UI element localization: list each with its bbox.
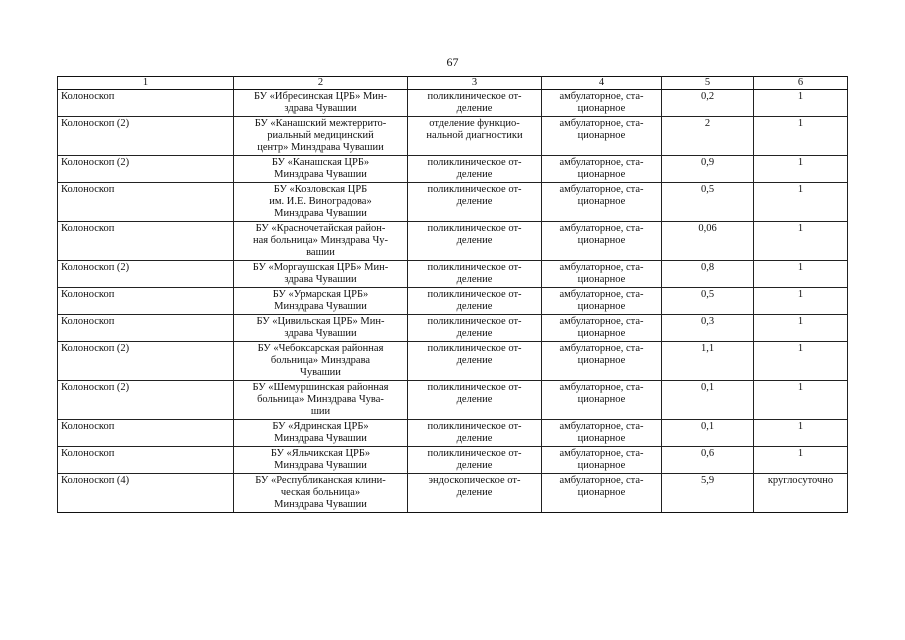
table-cell-col-6	[754, 420, 848, 447]
cell-text: Колоноскоп	[61, 316, 115, 327]
table-cell-col-6	[754, 474, 848, 513]
table-cell-col-2	[234, 117, 408, 156]
cell-text: Колоноскоп	[61, 289, 115, 300]
equipment-table	[57, 76, 848, 513]
cell-text: амбулаторное, ста- ционарное	[559, 343, 644, 366]
table-row	[58, 474, 848, 513]
cell-text: БУ «Красночетайская район- ная больница» Минздрава Чу- вашии	[252, 223, 389, 258]
cell-text: Колоноскоп (2)	[61, 343, 130, 354]
cell-text: 1	[797, 421, 804, 432]
table-cell-col-4	[542, 288, 662, 315]
cell-text: 5,9	[700, 475, 715, 486]
table-cell-col-1	[58, 447, 234, 474]
cell-text: амбулаторное, ста- ционарное	[559, 448, 644, 471]
table-cell-col-5	[662, 342, 754, 381]
table-cell-col-2	[234, 474, 408, 513]
table-cell-col-5	[662, 183, 754, 222]
table-cell-col-2	[234, 447, 408, 474]
table-cell-col-6	[754, 381, 848, 420]
cell-text: 0,06	[698, 223, 717, 234]
cell-text: поликлиническое от- деление	[427, 91, 522, 114]
table-cell-col-6	[754, 447, 848, 474]
table-cell-col-5	[662, 420, 754, 447]
table-cell-col-5	[662, 474, 754, 513]
table-cell-col-4	[542, 183, 662, 222]
cell-text: 0,1	[700, 382, 715, 393]
table-cell-col-3	[408, 183, 542, 222]
table-cell-col-6	[754, 261, 848, 288]
cell-text: Колоноскоп	[61, 448, 115, 459]
cell-text: амбулаторное, ста- ционарное	[559, 421, 644, 444]
cell-text: поликлиническое от- деление	[427, 343, 522, 366]
cell-text: 1,1	[700, 343, 715, 354]
cell-text: отделение функцио- нальной диагностики	[426, 118, 523, 141]
table-row	[58, 183, 848, 222]
table-cell-col-2	[234, 90, 408, 117]
table-cell-col-4	[542, 222, 662, 261]
table-cell-col-1	[58, 381, 234, 420]
cell-text: поликлиническое от- деление	[427, 184, 522, 207]
cell-text: Колоноскоп	[61, 421, 115, 432]
cell-text: БУ «Чебоксарская районная больница» Минздрава Чувашии	[257, 343, 384, 378]
header-row	[58, 77, 848, 90]
table-cell-col-3	[408, 156, 542, 183]
cell-text: Колоноскоп (2)	[61, 118, 130, 129]
table-cell-col-2	[234, 183, 408, 222]
column-header-6: 6	[754, 77, 848, 90]
cell-text: Колоноскоп (2)	[61, 382, 130, 393]
table-cell-col-2	[234, 261, 408, 288]
cell-text: амбулаторное, ста- ционарное	[559, 118, 644, 141]
column-header-2: 2	[234, 77, 408, 90]
table-cell-col-4	[542, 420, 662, 447]
cell-text: 1	[797, 262, 804, 273]
cell-text: поликлиническое от- деление	[427, 448, 522, 471]
table-cell-col-5	[662, 288, 754, 315]
table-row	[58, 288, 848, 315]
cell-text: эндоскопическое от- деление	[428, 475, 521, 498]
cell-text: 1	[797, 343, 804, 354]
table-cell-col-4	[542, 117, 662, 156]
table-cell-col-6	[754, 183, 848, 222]
cell-text: Колоноскоп	[61, 223, 115, 234]
table-row	[58, 117, 848, 156]
table-cell-col-1	[58, 90, 234, 117]
table-cell-col-5	[662, 315, 754, 342]
table-cell-col-2	[234, 222, 408, 261]
table-cell-col-3	[408, 420, 542, 447]
table-cell-col-3	[408, 447, 542, 474]
table-cell-col-2	[234, 315, 408, 342]
table-cell-col-5	[662, 156, 754, 183]
table-cell-col-4	[542, 156, 662, 183]
table-cell-col-1	[58, 156, 234, 183]
table-cell-col-3	[408, 90, 542, 117]
table-cell-col-5	[662, 222, 754, 261]
cell-text: 1	[797, 448, 804, 459]
cell-text: амбулаторное, ста- ционарное	[559, 475, 644, 498]
table-cell-col-3	[408, 222, 542, 261]
table-cell-col-2	[234, 420, 408, 447]
table-row	[58, 447, 848, 474]
table-cell-col-4	[542, 474, 662, 513]
cell-text: поликлиническое от- деление	[427, 223, 522, 246]
table-cell-col-1	[58, 183, 234, 222]
cell-text: 1	[797, 118, 804, 129]
cell-text: БУ «Канашская ЦРБ» Минздрава Чувашии	[271, 157, 370, 180]
table-cell-col-3	[408, 117, 542, 156]
table-cell-col-1	[58, 315, 234, 342]
column-header-4: 4	[542, 77, 662, 90]
table-cell-col-3	[408, 342, 542, 381]
cell-text: БУ «Канашский межтеррито- риальный медицинский центр» Минздрава Чувашии	[254, 118, 387, 153]
cell-text: БУ «Урмарская ЦРБ» Минздрава Чувашии	[272, 289, 369, 312]
table-header	[58, 77, 848, 90]
cell-text: 1	[797, 289, 804, 300]
table-cell-col-2	[234, 288, 408, 315]
table-row	[58, 222, 848, 261]
table-cell-col-4	[542, 315, 662, 342]
table-cell-col-6	[754, 342, 848, 381]
table-cell-col-2	[234, 381, 408, 420]
cell-text: 1	[797, 157, 804, 168]
table-cell-col-4	[542, 90, 662, 117]
cell-text: БУ «Цивильская ЦРБ» Мин- здрава Чувашии	[256, 316, 385, 339]
cell-text: БУ «Ядринская ЦРБ» Минздрава Чувашии	[272, 421, 369, 444]
cell-text: БУ «Ибресинская ЦРБ» Мин- здрава Чувашии	[253, 91, 388, 114]
cell-text: амбулаторное, ста- ционарное	[559, 91, 644, 114]
cell-text: амбулаторное, ста- ционарное	[559, 262, 644, 285]
cell-text: 1	[797, 223, 804, 234]
column-header-5: 5	[662, 77, 754, 90]
table-cell-col-5	[662, 117, 754, 156]
table-body	[58, 90, 848, 513]
table-row	[58, 156, 848, 183]
cell-text: БУ «Козловская ЦРБ им. И.Е. Виноградова» Минздрава Чувашии	[269, 184, 372, 219]
cell-text: круглосуточно	[767, 475, 834, 486]
cell-text: Колоноскоп (2)	[61, 262, 130, 273]
cell-text: 0,5	[700, 184, 715, 195]
table-row	[58, 342, 848, 381]
table-row	[58, 381, 848, 420]
cell-text: амбулаторное, ста- ционарное	[559, 223, 644, 246]
cell-text: поликлиническое от- деление	[427, 421, 522, 444]
cell-text: амбулаторное, ста- ционарное	[559, 289, 644, 312]
table-cell-col-1	[58, 261, 234, 288]
table-cell-col-2	[234, 342, 408, 381]
cell-text: поликлиническое от- деление	[427, 382, 522, 405]
cell-text: амбулаторное, ста- ционарное	[559, 316, 644, 339]
table-cell-col-1	[58, 117, 234, 156]
cell-text: Колоноскоп (4)	[61, 475, 130, 486]
cell-text: 0,3	[700, 316, 715, 327]
table-cell-col-4	[542, 381, 662, 420]
cell-text: 0,2	[700, 91, 715, 102]
table-row	[58, 420, 848, 447]
cell-text: поликлиническое от- деление	[427, 316, 522, 339]
table-cell-col-3	[408, 261, 542, 288]
cell-text: 0,1	[700, 421, 715, 432]
table-cell-col-2	[234, 156, 408, 183]
table-cell-col-1	[58, 342, 234, 381]
cell-text: поликлиническое от- деление	[427, 289, 522, 312]
cell-text: 1	[797, 91, 804, 102]
cell-text: 1	[797, 316, 804, 327]
table-cell-col-1	[58, 474, 234, 513]
table-cell-col-5	[662, 447, 754, 474]
table-cell-col-5	[662, 90, 754, 117]
cell-text: поликлиническое от- деление	[427, 157, 522, 180]
cell-text: 1	[797, 382, 804, 393]
table-cell-col-5	[662, 261, 754, 288]
cell-text: 0,9	[700, 157, 715, 168]
cell-text: 2	[704, 118, 711, 129]
cell-text: БУ «Республиканская клини- ческая больница» Минздрава Чувашии	[255, 475, 386, 510]
cell-text: амбулаторное, ста- ционарное	[559, 184, 644, 207]
cell-text: БУ «Яльчикская ЦРБ» Минздрава Чувашии	[270, 448, 371, 471]
cell-text: поликлиническое от- деление	[427, 262, 522, 285]
cell-text: Колоноскоп	[61, 91, 115, 102]
table-cell-col-6	[754, 288, 848, 315]
cell-text: 0,8	[700, 262, 715, 273]
cell-text: амбулаторное, ста- ционарное	[559, 382, 644, 405]
table-cell-col-6	[754, 222, 848, 261]
table-cell-col-3	[408, 315, 542, 342]
table-cell-col-3	[408, 288, 542, 315]
cell-text: БУ «Моргаушская ЦРБ» Мин- здрава Чувашии	[252, 262, 389, 285]
column-header-3: 3	[408, 77, 542, 90]
table-cell-col-4	[542, 447, 662, 474]
page-number: 67	[446, 55, 459, 69]
table-cell-col-1	[58, 420, 234, 447]
table-row	[58, 315, 848, 342]
table-cell-col-3	[408, 381, 542, 420]
table-cell-col-6	[754, 90, 848, 117]
table-cell-col-6	[754, 117, 848, 156]
cell-text: 0,6	[700, 448, 715, 459]
cell-text: амбулаторное, ста- ционарное	[559, 157, 644, 180]
cell-text: Колоноскоп (2)	[61, 157, 130, 168]
cell-text: Колоноскоп	[61, 184, 115, 195]
table-cell-col-3	[408, 474, 542, 513]
table-row	[58, 90, 848, 117]
table-row	[58, 261, 848, 288]
table-cell-col-1	[58, 222, 234, 261]
table-cell-col-5	[662, 381, 754, 420]
table-cell-col-4	[542, 261, 662, 288]
table-cell-col-6	[754, 156, 848, 183]
table-cell-col-4	[542, 342, 662, 381]
table-cell-col-6	[754, 315, 848, 342]
table-cell-col-1	[58, 288, 234, 315]
column-header-1: 1	[58, 77, 234, 90]
cell-text: 0,5	[700, 289, 715, 300]
cell-text: БУ «Шемуршинская районная больница» Минздрава Чува- шии	[252, 382, 389, 417]
cell-text: 1	[797, 184, 804, 195]
